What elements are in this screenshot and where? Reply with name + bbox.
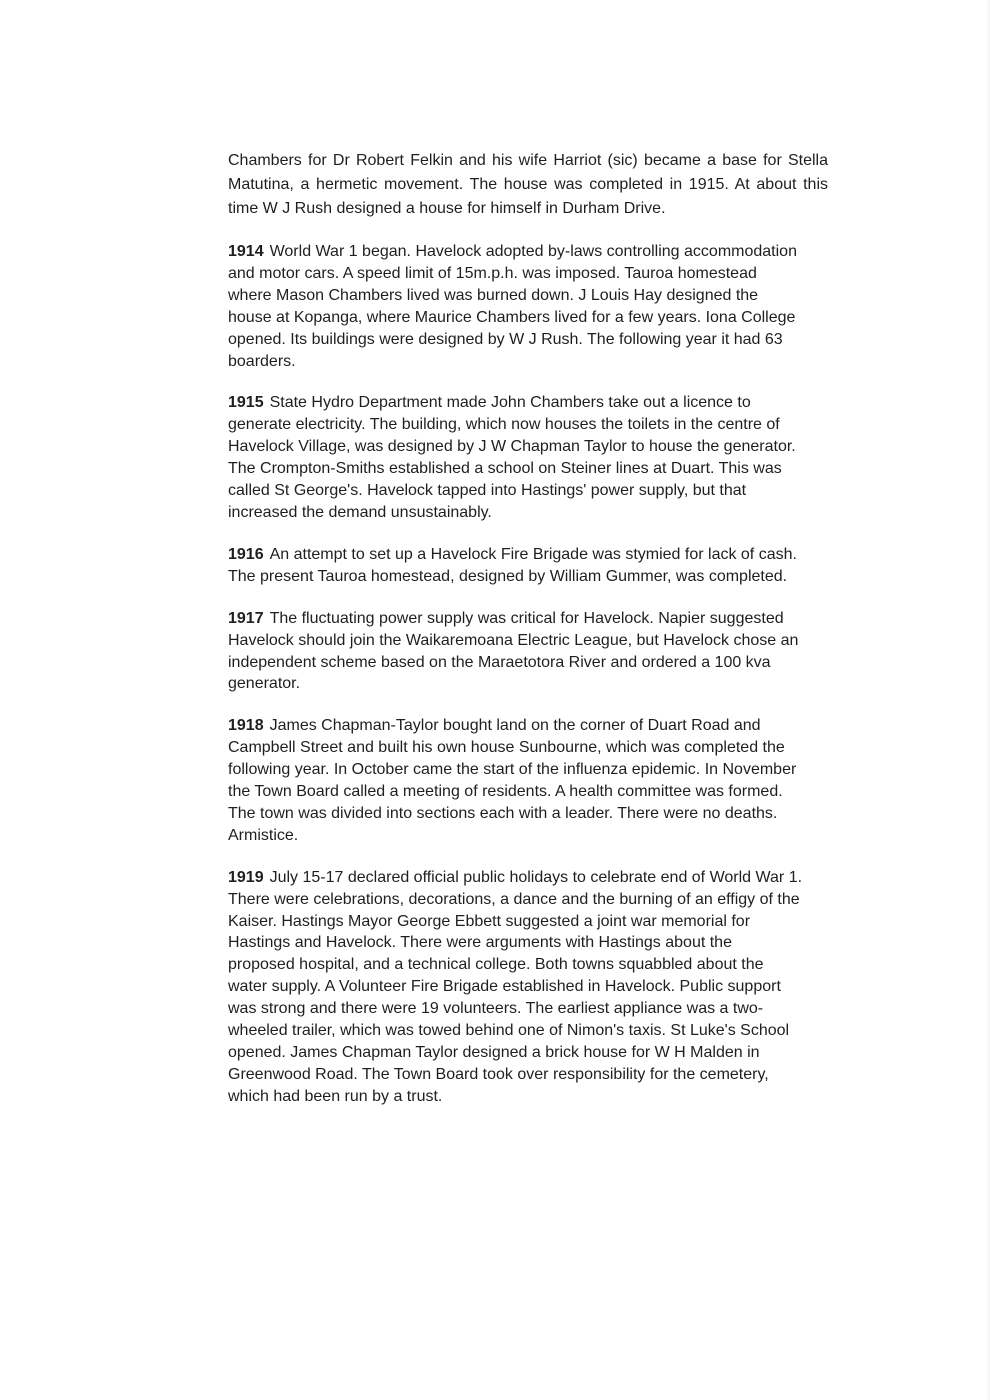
- entry-text: The fluctuating power supply was critical for Havelock. Napier suggested Havelock should join the Waikaremoana Electric League, but Havelock chose an independent scheme based on the Maraetotora River and ordered a 100 kva generator.: [228, 609, 799, 693]
- entry-text: World War 1 began. Havelock adopted by-laws controlling accommodation and motor cars. A speed limit of 15m.p.h. was imposed. Tauroa homestead where Mason Chambers lived was burned down. J Louis Hay designed the house at Kopanga, where Maurice Chambers lived for a few years. Iona College opened. Its buildings were designed by W J Rush. The following year it had 63 boarders.: [228, 243, 797, 370]
- entry-year: 1919: [228, 868, 264, 886]
- entry-1917: [228, 608, 803, 696]
- intro-paragraph: Chambers for Dr Robert Felkin and his wife Harriot (sic) became a base for Stella Matutina, a hermetic movement. The house was completed in 1915. At about this time W J Rush designed a house for himself in Durham Drive.: [228, 152, 828, 217]
- entry-1914: [228, 241, 803, 372]
- document-body: [228, 149, 828, 1128]
- entry-text: State Hydro Department made John Chambers take out a licence to generate electricity. The building, which now houses the toilets in the centre of Havelock Village, was designed by J W Chapman Taylor to house the generator. The Crompton-Smiths established a school on Steiner lines at Duart. This was called St George's. Havelock tapped into Hastings' power supply, but that increased the demand unsustainably.: [228, 394, 796, 521]
- entry-text: James Chapman-Taylor bought land on the corner of Duart Road and Campbell Street and built his own house Sunbourne, which was completed the following year. In October came the start of the influenza epidemic. In November the Town Board called a meeting of residents. A health committee was formed. The town was divided into sections each with a leader. There were no deaths. Armistice.: [228, 717, 797, 844]
- entry-1916: [228, 544, 803, 588]
- entry-text: An attempt to set up a Havelock Fire Brigade was stymied for lack of cash. The present Tauroa homestead, designed by William Gummer, was completed.: [228, 545, 797, 585]
- entry-year: 1918: [228, 717, 264, 735]
- entry-1915: [228, 392, 803, 523]
- entry-1919: [228, 867, 803, 1108]
- entry-1918: [228, 715, 803, 846]
- entry-year: 1916: [228, 545, 264, 563]
- entry-year: 1915: [228, 394, 264, 412]
- entry-year: 1914: [228, 243, 264, 260]
- scan-edge-shadow: [986, 0, 990, 1400]
- entry-year: 1917: [228, 609, 264, 627]
- entry-text: July 15-17 declared official public holidays to celebrate end of World War 1. There were celebrations, decorations, a dance and the burning of an effigy of the Kaiser. Hastings Mayor George Ebbett suggested a joint war memorial for Hastings and Havelock. There were arguments with Hastings about the proposed hospital, and a technical college. Both towns squabbled about the water supply. A Volunteer Fire Brigade established in Havelock. Public support was strong and there were 19 volunteers. The earliest appliance was a two-wheeled trailer, which was towed behind one of Nimon's taxis. St Luke's School opened. James Chapman Taylor designed a brick house for W H Malden in Greenwood Road. The Town Board took over responsibility for the cemetery, which had been run by a trust.: [228, 868, 803, 1105]
